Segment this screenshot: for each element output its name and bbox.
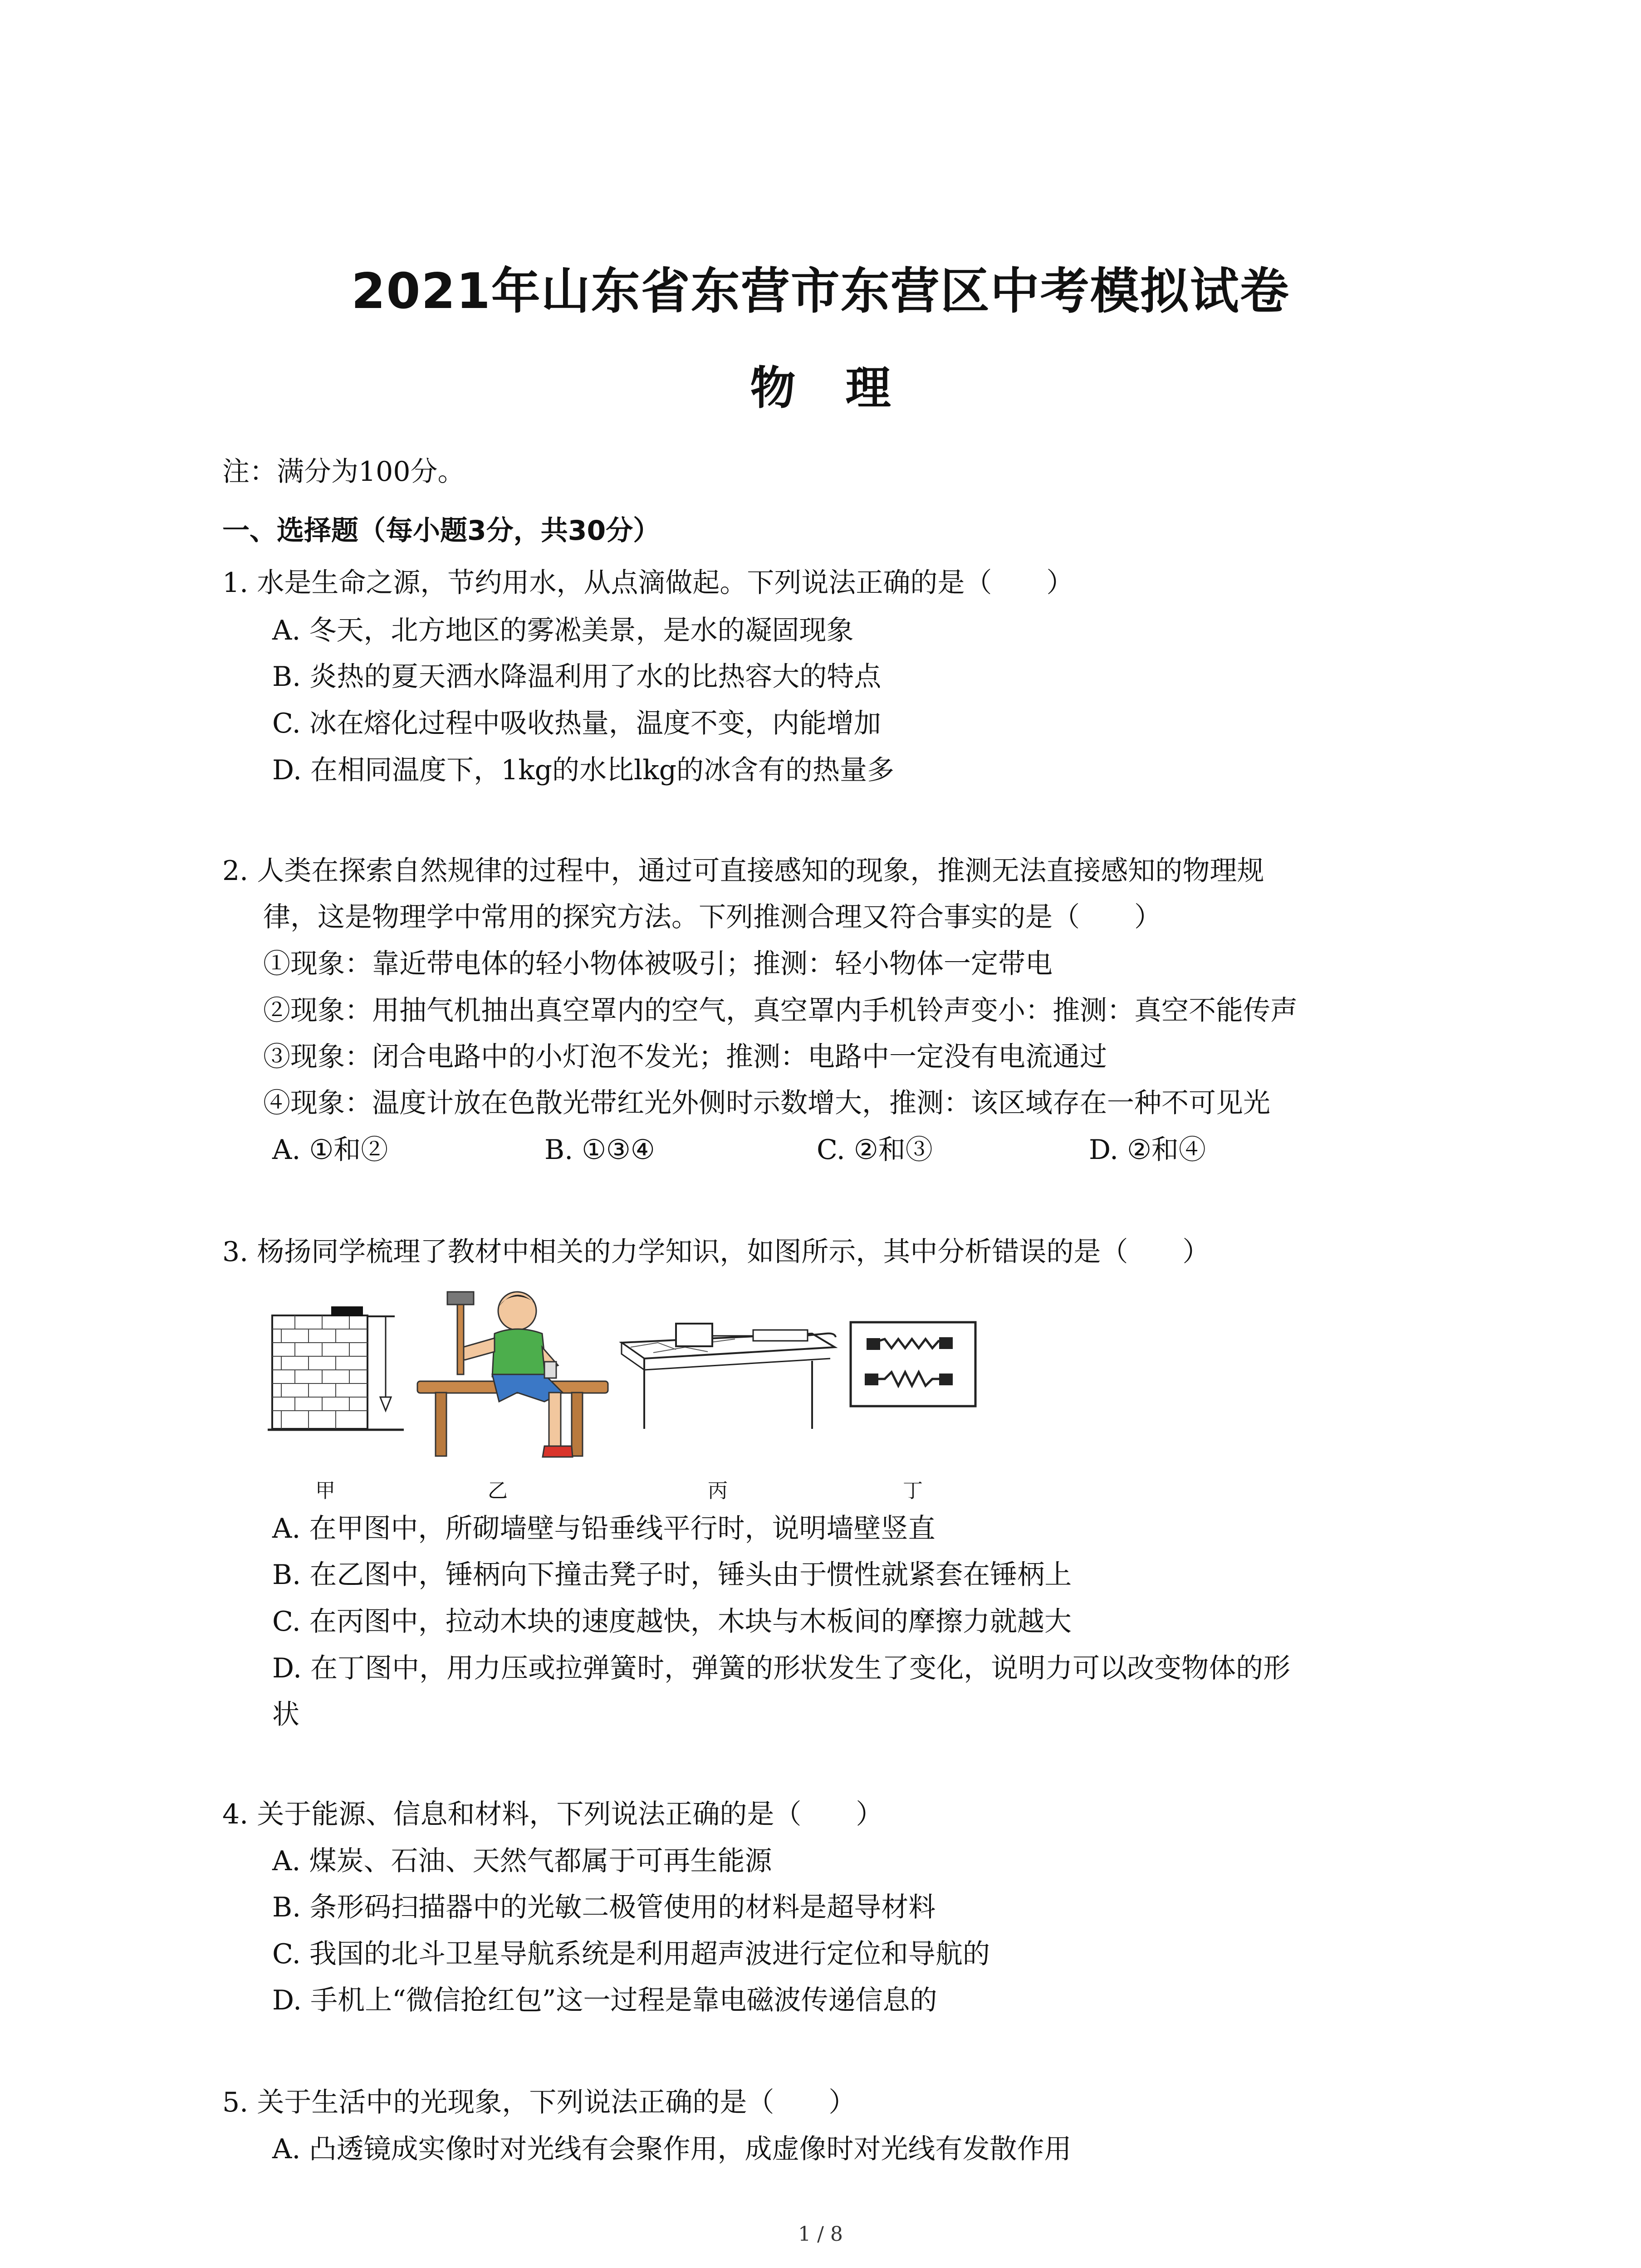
q2-statement-1: ①现象：靠近带电体的轻小物体被吸引；推测：轻小物体一定带电 [263, 948, 1053, 980]
figure-bing-block-friction [617, 1315, 844, 1433]
page-number: 1 / 8 [798, 2223, 843, 2246]
q2-option-c: C. ②和③ [817, 1134, 933, 1166]
section-heading: 一、选择题（每小题3分，共30分） [222, 515, 661, 547]
exam-title: 2021年山东省东营市东营区中考模拟试卷 [351, 263, 1290, 320]
q4-option-c: C. 我国的北斗卫星导航系统是利用超声波进行定位和导航的 [272, 1938, 990, 1970]
q5-stem: 5. 关于生活中的光现象，下列说法正确的是（ ） [222, 2087, 856, 2118]
figure-ding-spring [848, 1320, 980, 1411]
q2-option-d: D. ②和④ [1089, 1134, 1206, 1166]
q3-option-d-line2: 状 [272, 1699, 299, 1730]
figure-yi-hammer-bench [408, 1279, 617, 1470]
q2-statement-4: ④现象：温度计放在色散光带红光外侧时示数增大，推测：该区域存在一种不可见光 [263, 1087, 1270, 1119]
q3-option-c: C. 在丙图中，拉动木块的速度越快，木块与木板间的摩擦力就越大 [272, 1606, 1072, 1637]
q3-option-b: B. 在乙图中，锤柄向下撞击凳子时，锤头由于惯性就紧套在锤柄上 [272, 1559, 1072, 1591]
figure-caption-bing: 丙 [708, 1479, 728, 1502]
q4-stem: 4. 关于能源、信息和材料，下列说法正确的是（ ） [222, 1799, 883, 1830]
exam-note: 注：满分为100分。 [222, 456, 465, 488]
q1-option-a: A. 冬天，北方地区的雾凇美景，是水的凝固现象 [272, 615, 854, 646]
q2-statement-2: ②现象：用抽气机抽出真空罩内的空气，真空罩内手机铃声变小：推测：真空不能传声 [263, 995, 1298, 1026]
q3-option-d-line1: D. 在丁图中，用力压或拉弹簧时，弹簧的形状发生了变化，说明力可以改变物体的形 [272, 1652, 1291, 1684]
q1-stem: 1. 水是生命之源，节约用水，从点滴做起。下列说法正确的是（ ） [222, 567, 1074, 599]
q2-option-b: B. ①③④ [544, 1134, 655, 1166]
q5-option-a: A. 凸透镜成实像时对光线有会聚作用，成虚像时对光线有发散作用 [272, 2133, 1072, 2165]
q2-statement-3: ③现象：闭合电路中的小灯泡不发光；推测：电路中一定没有电流通过 [263, 1041, 1107, 1073]
q2-stem-line1: 2. 人类在探索自然规律的过程中，通过可直接感知的现象，推测无法直接感知的物理规 [222, 855, 1264, 887]
q2-stem-line2: 律，这是物理学中常用的探究方法。下列推测合理又符合事实的是（ ） [263, 901, 1161, 933]
subject-title: 物理 [750, 362, 941, 415]
figure-caption-yi: 乙 [488, 1479, 508, 1502]
q4-option-a: A. 煤炭、石油、天然气都属于可再生能源 [272, 1845, 772, 1877]
figure-caption-ding: 丁 [903, 1479, 923, 1502]
q1-option-d: D. 在相同温度下，1kg的水比lkg的冰含有的热量多 [272, 754, 895, 786]
q1-option-c: C. 冰在熔化过程中吸收热量，温度不变，内能增加 [272, 708, 881, 739]
q4-option-d: D. 手机上“微信抢红包”这一过程是靠电磁波传递信息的 [272, 1984, 937, 2016]
q2-option-a: A. ①和② [272, 1134, 388, 1166]
q1-option-b: B. 炎热的夏天洒水降温利用了水的比热容大的特点 [272, 661, 882, 693]
figure-jia-brick-wall [268, 1302, 404, 1438]
q3-option-a: A. 在甲图中，所砌墙壁与铅垂线平行时，说明墙壁竖直 [272, 1513, 936, 1545]
q3-stem: 3. 杨扬同学梳理了教材中相关的力学知识，如图所示，其中分析错误的是（ ） [222, 1236, 1210, 1268]
q4-option-b: B. 条形码扫描器中的光敏二极管使用的材料是超导材料 [272, 1892, 936, 1923]
figure-caption-jia: 甲 [315, 1479, 335, 1502]
